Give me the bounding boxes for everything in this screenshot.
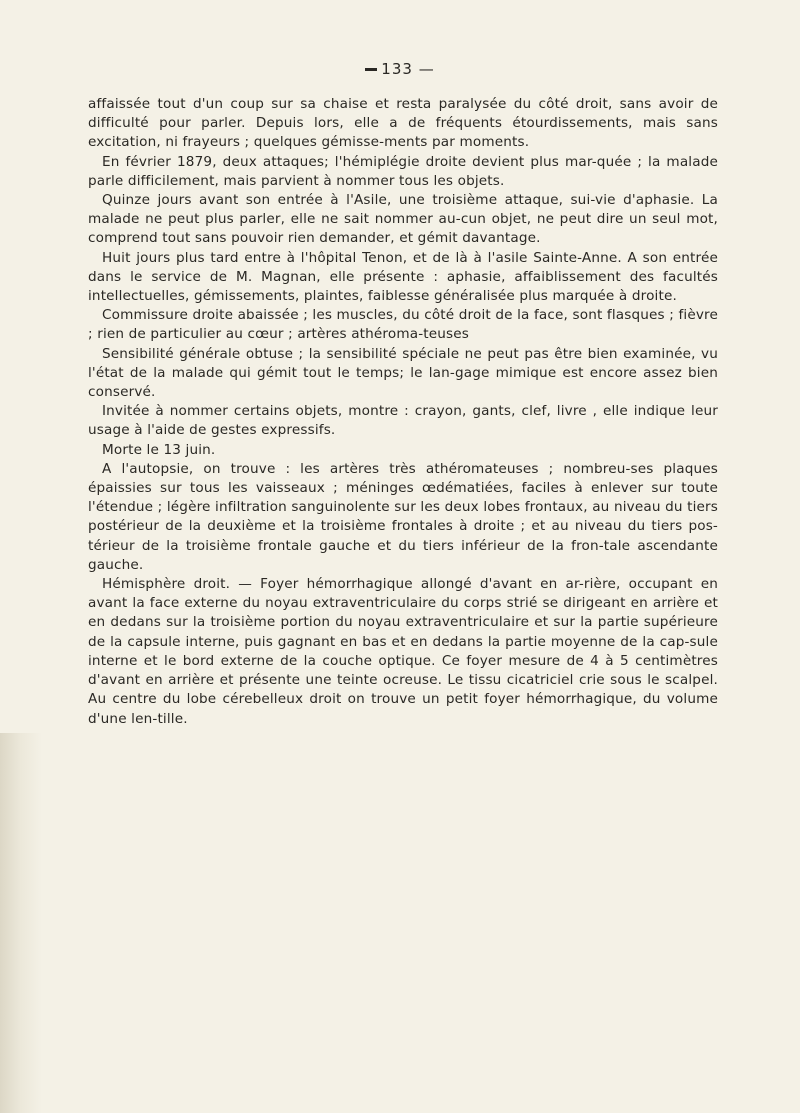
paragraph: En février 1879, deux attaques; l'hémiplégie droite devient plus mar-quée ; la malade parle difficilement, mais parvient à nommer tous les objets.: [88, 153, 718, 189]
page-header: [0, 60, 800, 78]
page-body: [88, 95, 718, 729]
paragraph: Sensibilité générale obtuse ; la sensibilité spéciale ne peut pas être bien examinée, vu l'état de la malade qui gémit tout le temps; le lan-gage mimique est encore assez bien conservé.: [88, 345, 718, 401]
paragraph: Morte le 13 juin.: [102, 441, 216, 458]
paragraph: Huit jours plus tard entre à l'hôpital Tenon, et de là à l'asile Sainte-Anne. A son entrée dans le service de M. Magnan, elle présente : aphasie, affaiblissement des facultés intellectuelles, gémissements, plaintes, faiblesse généralisée plus marquée à droite.: [88, 249, 718, 305]
paragraph: A l'autopsie, on trouve : les artères très athéromateuses ; nombreu-ses plaques épaissies sur tous les vaisseaux ; méninges œdématiées, faciles à enlever sur toute l'étendue ; légère infiltration sanguinolente sur les deux lobes frontaux, au niveau du tiers postérieur de la deuxième et la troisième frontales à droite ; et au niveau du tiers pos-térieur de la troisième frontale gauche et du tiers inférieur de la fron-tale ascendante gauche.: [88, 460, 718, 573]
paragraph: Commissure droite abaissée ; les muscles, du côté droit de la face, sont flasques ; fièvre ; rien de particulier au cœur ; artères athéroma-teuses: [88, 307, 718, 343]
header-dash: [365, 68, 377, 71]
paragraph: Hémisphère droit. — Foyer hémorrhagique allongé d'avant en ar-rière, occupant en avant la face externe du noyau extraventriculaire du corps strié se dirigeant en arrière et en dedans sur la troisième portion du noyau extraventriculaire et sur la partie supérieure de la capsule interne, puis gagnant en bas et en dedans la partie moyenne de la cap-sule interne et le bord externe de la couche optique. Ce foyer mesure de 4 à 5 centimètres d'avant en arrière et présente une teinte ocreuse. Le tissu cicatriciel crie sous le scalpel. Au centre du lobe cérebelleux droit on trouve un petit foyer hémorrhagique, du volume d'une len-tille.: [88, 576, 718, 727]
paragraph: Quinze jours avant son entrée à l'Asile, une troisième attaque, sui-vie d'aphasie. La malade ne peut plus parler, elle ne sait nommer au-cun objet, ne peut dire un seul mot, comprend tout sans pouvoir rien demander, et gémit davantage.: [88, 192, 718, 247]
header-dash-right: —: [418, 60, 435, 78]
paragraph: Invitée à nommer certains objets, montre : crayon, gants, clef, livre , elle indique leur usage à l'aide de gestes expressifs.: [88, 403, 718, 439]
page-edge-shadow: [0, 733, 42, 1113]
page-number: 133: [381, 60, 413, 78]
paragraph: affaissée tout d'un coup sur sa chaise et resta paralysée du côté droit, sans avoir de difficulté pour parler. Depuis lors, elle a de fréquents étourdissements, mais sans excitation, ni frayeurs ; quelques gémisse-ments par moments.: [88, 96, 718, 151]
